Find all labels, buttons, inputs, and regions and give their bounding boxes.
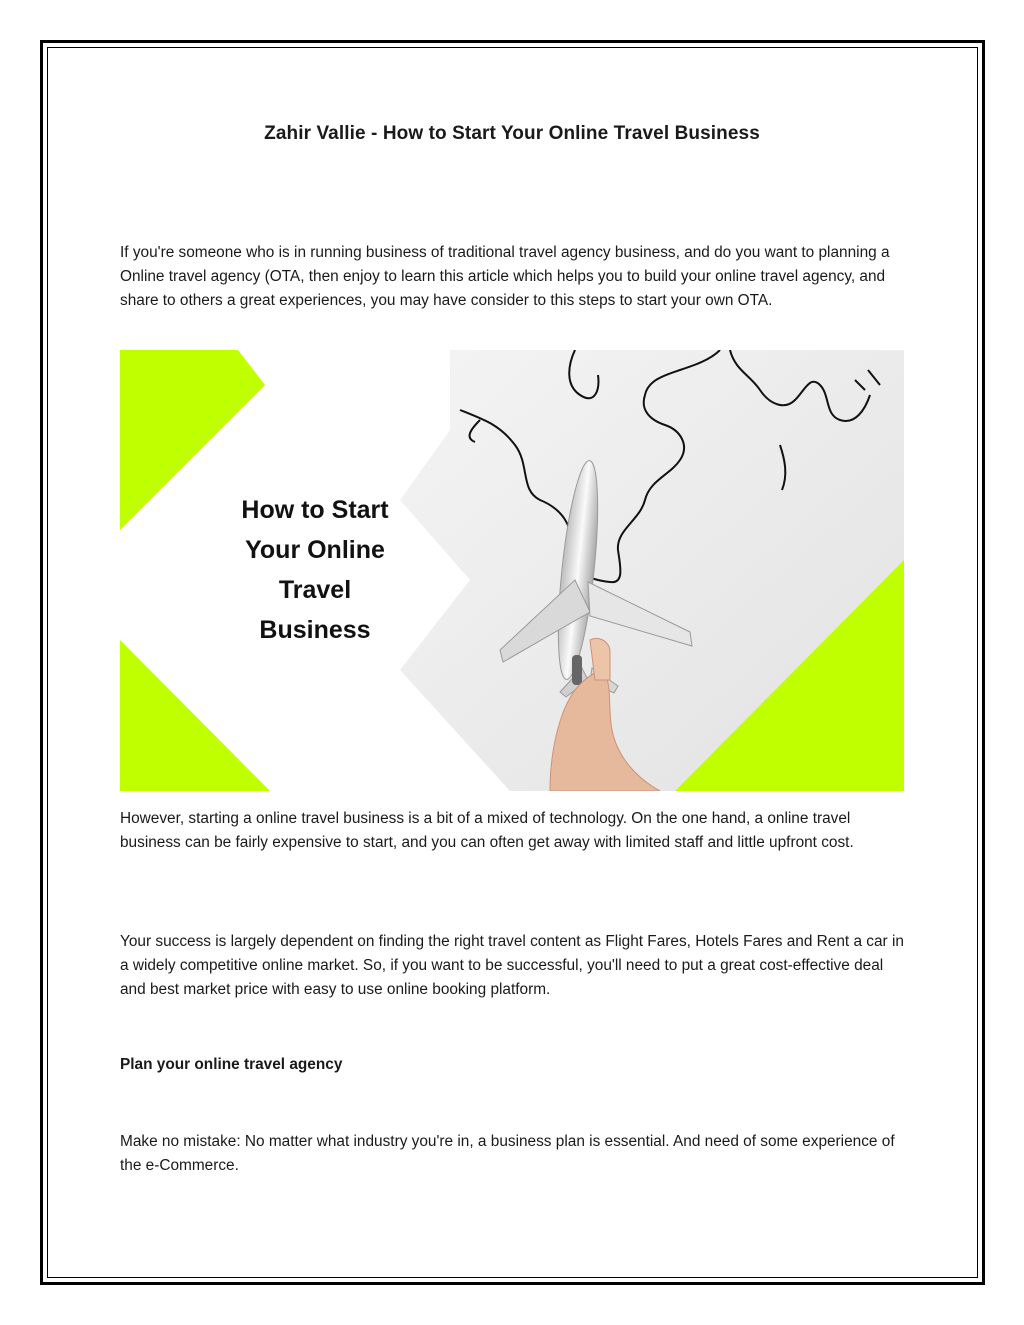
body-paragraph-4: Make no mistake: No matter what industry you're in, a business plan is essential. And need of some experience of the e-Commerce. bbox=[120, 1133, 895, 1174]
intro-paragraph: If you're someone who is in running business of traditional travel agency business, and do you want to planning a Online travel agency (OTA, then enjoy to learn this article which helps you to build your online travel agency, and share to others a great experiences, you may have consider to this steps to start your own OTA. bbox=[120, 244, 890, 309]
document-title: Zahir Vallie - How to Start Your Online Travel Business bbox=[264, 123, 760, 144]
hero-caption-line-4: Business bbox=[259, 616, 371, 644]
hero-image bbox=[120, 350, 904, 791]
body-paragraph-3: Your success is largely dependent on finding the right travel content as Flight Fares, Hotels Fares and Rent a car in a widely competitive online market. So, if you want to be successful, you'll need to put a great cost-effective deal and best market price with easy to use online booking platform. bbox=[120, 933, 904, 998]
accent-triangle-bottom-left bbox=[120, 640, 270, 791]
body-paragraph-2: However, starting a online travel business is a bit of a mixed of technology. On the one hand, a online travel business can be fairly expensive to start, and you can often get away with limited staff and little upfront cost. bbox=[120, 810, 854, 851]
section-heading: Plan your online travel agency bbox=[120, 1056, 343, 1073]
hero-caption-line-2: Your Online bbox=[245, 536, 385, 564]
hero-caption-line-1: How to Start bbox=[241, 496, 389, 524]
hero-caption bbox=[210, 490, 420, 650]
hero-caption-line-3: Travel bbox=[278, 576, 352, 604]
